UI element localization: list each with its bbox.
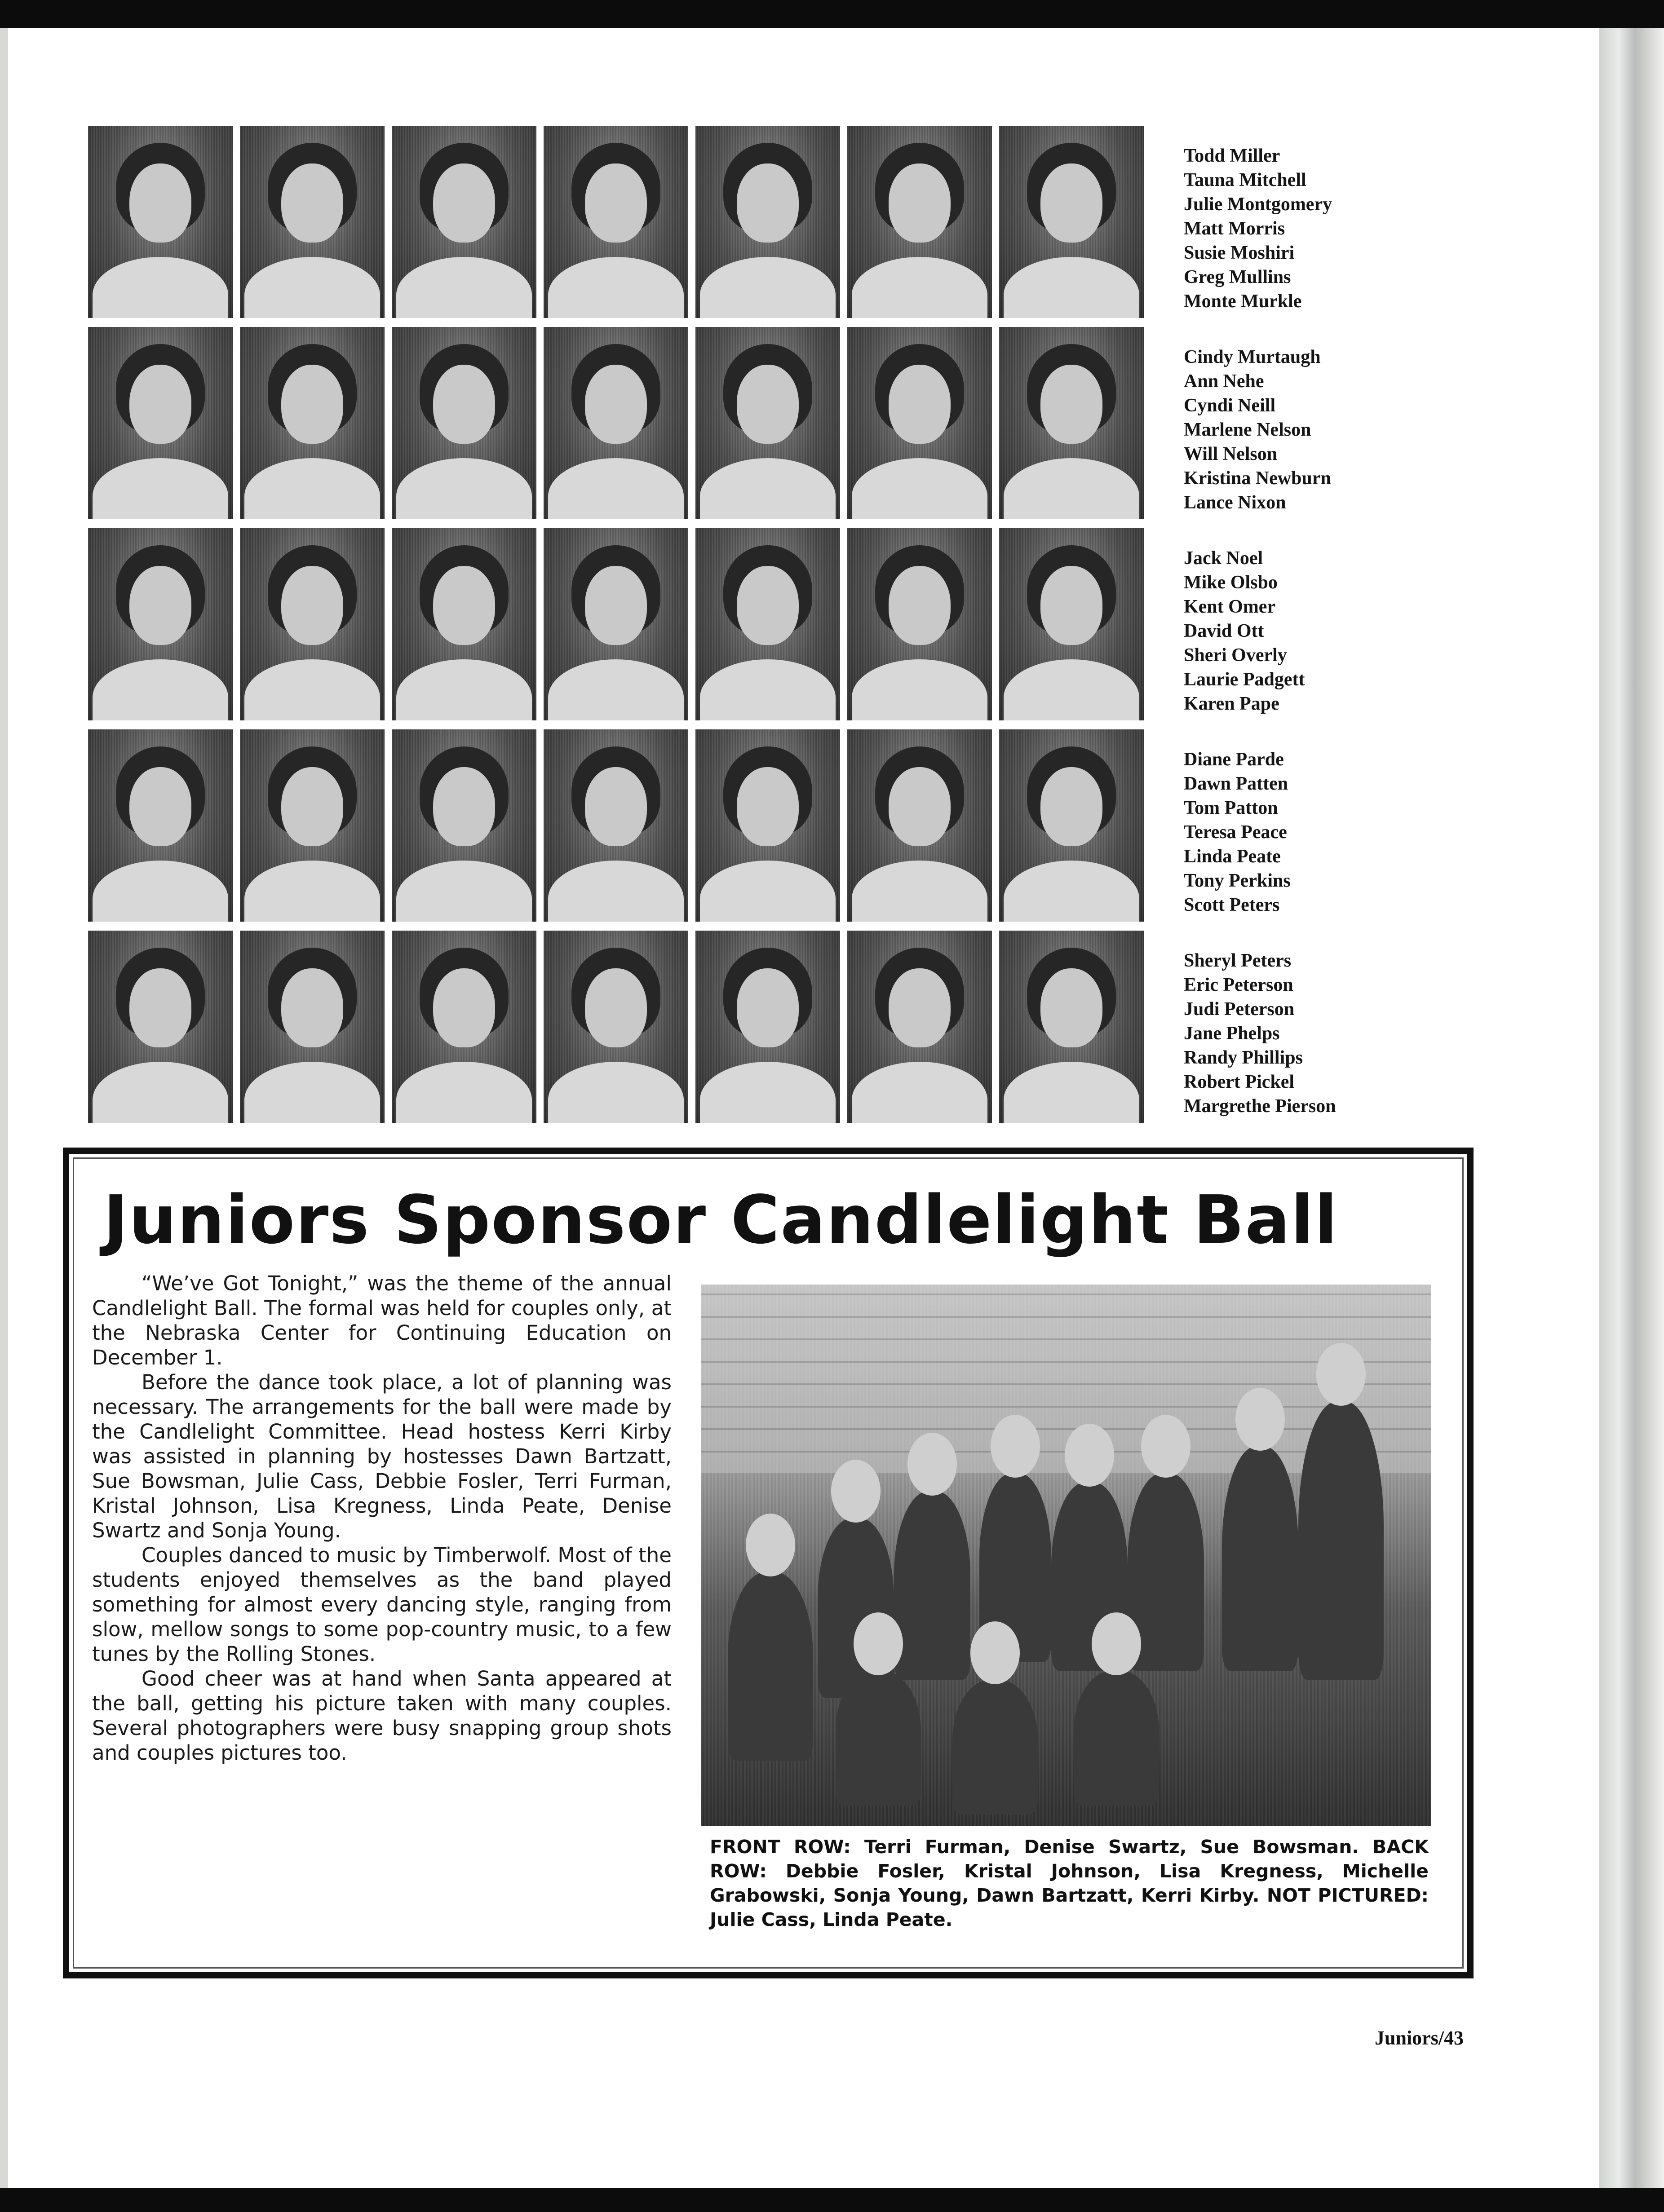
- article-paragraph-3: Couples danced to music by Timberwolf. Most of the students enjoyed themselves as the band played something for almost every dancing style, ranging from slow, mellow songs to some pop-country music, to a few tunes by the Rolling Stones.: [92, 1543, 672, 1666]
- name-row3-7: Karen Pape: [1184, 693, 1279, 714]
- student-portrait: [392, 528, 536, 720]
- portrait-shoulders: [852, 458, 987, 519]
- student-portrait: [695, 126, 840, 318]
- name-row2-1: Cindy Murtaugh: [1184, 347, 1321, 367]
- name-row2-6: Kristina Newburn: [1184, 468, 1331, 489]
- portrait-shoulders: [93, 257, 228, 318]
- group-photo-person: [836, 1671, 921, 1806]
- portrait-face: [129, 163, 191, 243]
- person-head: [1235, 1388, 1285, 1451]
- portrait-shoulders: [852, 1062, 987, 1123]
- portrait-face: [433, 365, 495, 444]
- names-row-5: [1184, 949, 1336, 1118]
- group-photo-person: [1074, 1671, 1159, 1806]
- name-row4-6: Tony Perkins: [1184, 870, 1291, 891]
- name-row3-1: Jack Noel: [1184, 548, 1263, 569]
- portrait-face: [433, 968, 495, 1047]
- person-head: [854, 1612, 903, 1675]
- person-head: [907, 1433, 957, 1496]
- portrait-face: [889, 163, 951, 243]
- student-portrait: [999, 729, 1144, 922]
- portrait-shoulders: [396, 257, 532, 318]
- portrait-shoulders: [700, 861, 836, 922]
- student-portrait: [88, 729, 233, 922]
- group-photo-person: [1222, 1446, 1298, 1671]
- top-scan-border: [0, 0, 1664, 28]
- portrait-grid: [88, 126, 1151, 1132]
- portrait-face: [585, 968, 647, 1047]
- article-paragraph-1: “We’ve Got Tonight,” was the theme of the annual Candlelight Ball. The formal was held for couples only, at the Nebraska Center for Continuing Education on December 1.: [92, 1272, 672, 1369]
- portrait-face: [1040, 968, 1102, 1047]
- name-row3-3: Kent Omer: [1184, 596, 1276, 617]
- portrait-shoulders: [396, 1062, 532, 1123]
- portrait-face: [129, 968, 191, 1047]
- portrait-shoulders: [244, 257, 380, 318]
- name-row1-1: Todd Miller: [1184, 146, 1280, 166]
- portrait-face: [737, 767, 799, 846]
- student-portrait: [392, 327, 536, 519]
- name-row4-4: Teresa Peace: [1184, 822, 1287, 843]
- portrait-face: [281, 163, 343, 243]
- portrait-face: [737, 163, 799, 243]
- portrait-face: [281, 566, 343, 645]
- names-row-2: [1184, 345, 1331, 515]
- student-portrait: [999, 327, 1144, 519]
- portrait-shoulders: [852, 257, 987, 318]
- portrait-shoulders: [700, 257, 836, 318]
- name-row4-1: Diane Parde: [1184, 749, 1284, 770]
- name-row2-2: Ann Nehe: [1184, 371, 1264, 392]
- portrait-face: [281, 365, 343, 444]
- student-portrait: [544, 729, 688, 922]
- portrait-shoulders: [1004, 861, 1139, 922]
- person-head: [746, 1514, 795, 1576]
- student-portrait: [544, 327, 688, 519]
- name-row1-2: Tauna Mitchell: [1184, 170, 1306, 190]
- name-row1-5: Susie Moshiri: [1184, 243, 1295, 263]
- portrait-face: [129, 566, 191, 645]
- portrait-shoulders: [396, 861, 532, 922]
- portrait-shoulders: [548, 257, 684, 318]
- student-portrait: [88, 126, 233, 318]
- student-portrait: [392, 729, 536, 922]
- name-row5-6: Robert Pickel: [1184, 1072, 1295, 1092]
- portrait-shoulders: [852, 861, 987, 922]
- student-portrait: [695, 729, 840, 922]
- portrait-shoulders: [93, 1062, 228, 1123]
- name-row2-7: Lance Nixon: [1184, 492, 1286, 513]
- feature-headline: Juniors Sponsor Candlelight Ball: [103, 1181, 1338, 1258]
- student-portrait: [240, 729, 385, 922]
- student-portrait: [999, 126, 1144, 318]
- portrait-shoulders: [852, 659, 987, 720]
- portrait-shoulders: [548, 659, 684, 720]
- student-portrait: [88, 528, 233, 720]
- portrait-shoulders: [700, 458, 836, 519]
- group-photo-person: [1298, 1401, 1384, 1680]
- person-head: [1065, 1424, 1114, 1487]
- group-photo: [701, 1285, 1431, 1826]
- name-row2-4: Marlene Nelson: [1184, 419, 1311, 440]
- student-portrait: [847, 528, 992, 720]
- person-head: [1141, 1415, 1190, 1478]
- portrait-face: [129, 365, 191, 444]
- portrait-face: [433, 767, 495, 846]
- name-row4-5: Linda Peate: [1184, 846, 1281, 867]
- portrait-face: [585, 767, 647, 846]
- portrait-shoulders: [700, 659, 836, 720]
- bottom-scan-border: [0, 2188, 1664, 2212]
- student-portrait: [695, 528, 840, 720]
- name-row5-2: Eric Peterson: [1184, 975, 1293, 995]
- person-head: [970, 1621, 1020, 1684]
- portrait-face: [737, 968, 799, 1047]
- group-photo-person: [952, 1680, 1038, 1815]
- name-row2-3: Cyndi Neill: [1184, 395, 1276, 416]
- student-portrait: [999, 931, 1144, 1123]
- group-photo-person: [728, 1572, 813, 1761]
- names-row-3: [1184, 546, 1305, 716]
- feature-article: [92, 1271, 672, 1765]
- portrait-face: [433, 163, 495, 243]
- name-row1-6: Greg Mullins: [1184, 267, 1291, 287]
- name-row3-4: David Ott: [1184, 621, 1264, 641]
- name-row1-7: Monte Murkle: [1184, 291, 1302, 312]
- portrait-face: [889, 767, 951, 846]
- student-portrait: [240, 327, 385, 519]
- student-portrait: [392, 931, 536, 1123]
- portrait-face: [585, 566, 647, 645]
- student-portrait: [88, 931, 233, 1123]
- portrait-face: [129, 767, 191, 846]
- portrait-shoulders: [548, 458, 684, 519]
- student-portrait: [695, 327, 840, 519]
- student-portrait: [544, 126, 688, 318]
- portrait-shoulders: [396, 458, 532, 519]
- student-portrait: [240, 528, 385, 720]
- student-portrait: [88, 327, 233, 519]
- portrait-face: [585, 163, 647, 243]
- person-head: [831, 1460, 881, 1523]
- page-folio: Juniors/43: [1375, 2027, 1464, 2049]
- article-paragraph-2: Before the dance took place, a lot of planning was necessary. The arrangements for the ball were made by the Candlelight Committee. Head hostess Kerri Kirby was assisted in planning by hostesses Dawn Bartzatt, Sue Bowsman, Julie Cass, Debbie Fosler, Terri Furman, Kristal Johnson, Lisa Kregness, Linda Peate, Denise Swartz and Sonja Young.: [92, 1370, 672, 1542]
- student-portrait: [240, 126, 385, 318]
- names-row-4: [1184, 747, 1291, 917]
- name-row5-7: Margrethe Pierson: [1184, 1096, 1336, 1117]
- portrait-face: [1040, 767, 1102, 846]
- portrait-shoulders: [548, 861, 684, 922]
- portrait-face: [1040, 365, 1102, 444]
- portrait-shoulders: [700, 1062, 836, 1123]
- name-row4-2: Dawn Patten: [1184, 773, 1288, 794]
- name-row4-7: Scott Peters: [1184, 895, 1280, 915]
- portrait-face: [889, 566, 951, 645]
- student-portrait: [847, 126, 992, 318]
- student-portrait: [999, 528, 1144, 720]
- portrait-shoulders: [1004, 257, 1139, 318]
- portrait-shoulders: [548, 1062, 684, 1123]
- portrait-shoulders: [244, 1062, 380, 1123]
- student-portrait: [847, 931, 992, 1123]
- portrait-shoulders: [1004, 659, 1139, 720]
- portrait-shoulders: [93, 659, 228, 720]
- group-photo-caption: FRONT ROW: Terri Furman, Denise Swartz, Sue Bowsman. BACK ROW: Debbie Fosler, Kristal Johnson, Lisa Kregness, Michelle Grabowski, Sonja Young, Dawn Bartzatt, Kerri Kirby. NOT PICTURED: Julie Cass, Linda Peate.: [710, 1836, 1429, 1930]
- name-row4-3: Tom Patton: [1184, 798, 1278, 818]
- student-portrait: [847, 327, 992, 519]
- portrait-face: [889, 365, 951, 444]
- portrait-shoulders: [93, 458, 228, 519]
- portrait-face: [889, 968, 951, 1047]
- name-row1-4: Matt Morris: [1184, 218, 1285, 239]
- name-row3-5: Sheri Overly: [1184, 645, 1287, 666]
- portrait-shoulders: [244, 458, 380, 519]
- name-row5-5: Randy Phillips: [1184, 1047, 1303, 1068]
- name-row5-4: Jane Phelps: [1184, 1023, 1280, 1044]
- article-paragraph-4: Good cheer was at hand when Santa appeared at the ball, getting his picture taken with many couples. Several photographers were busy snapping group shots and couples pictures too.: [92, 1667, 672, 1765]
- student-portrait: [695, 931, 840, 1123]
- student-portrait: [240, 931, 385, 1123]
- person-head: [991, 1415, 1040, 1478]
- portrait-shoulders: [244, 861, 380, 922]
- portrait-face: [1040, 566, 1102, 645]
- portrait-shoulders: [93, 861, 228, 922]
- portrait-face: [281, 968, 343, 1047]
- portrait-face: [585, 365, 647, 444]
- name-row2-5: Will Nelson: [1184, 444, 1278, 464]
- portrait-shoulders: [244, 659, 380, 720]
- name-row3-2: Mike Olsbo: [1184, 572, 1278, 593]
- group-photo-person: [894, 1491, 970, 1680]
- left-scan-edge: [0, 28, 8, 2188]
- names-row-1: [1184, 144, 1332, 313]
- student-portrait: [544, 931, 688, 1123]
- portrait-shoulders: [1004, 1062, 1139, 1123]
- person-head: [1092, 1612, 1141, 1675]
- portrait-shoulders: [1004, 458, 1139, 519]
- student-portrait: [847, 729, 992, 922]
- name-row3-6: Laurie Padgett: [1184, 669, 1305, 690]
- portrait-face: [737, 365, 799, 444]
- portrait-face: [281, 767, 343, 846]
- name-row5-3: Judi Peterson: [1184, 999, 1295, 1020]
- student-portrait: [392, 126, 536, 318]
- name-row1-3: Julie Montgomery: [1184, 194, 1332, 215]
- portrait-shoulders: [396, 659, 532, 720]
- portrait-face: [737, 566, 799, 645]
- portrait-face: [1040, 163, 1102, 243]
- student-portrait: [544, 528, 688, 720]
- portrait-face: [433, 566, 495, 645]
- person-head: [1316, 1343, 1366, 1406]
- name-row5-1: Sheryl Peters: [1184, 950, 1292, 971]
- book-binding-edge: [1599, 28, 1664, 2188]
